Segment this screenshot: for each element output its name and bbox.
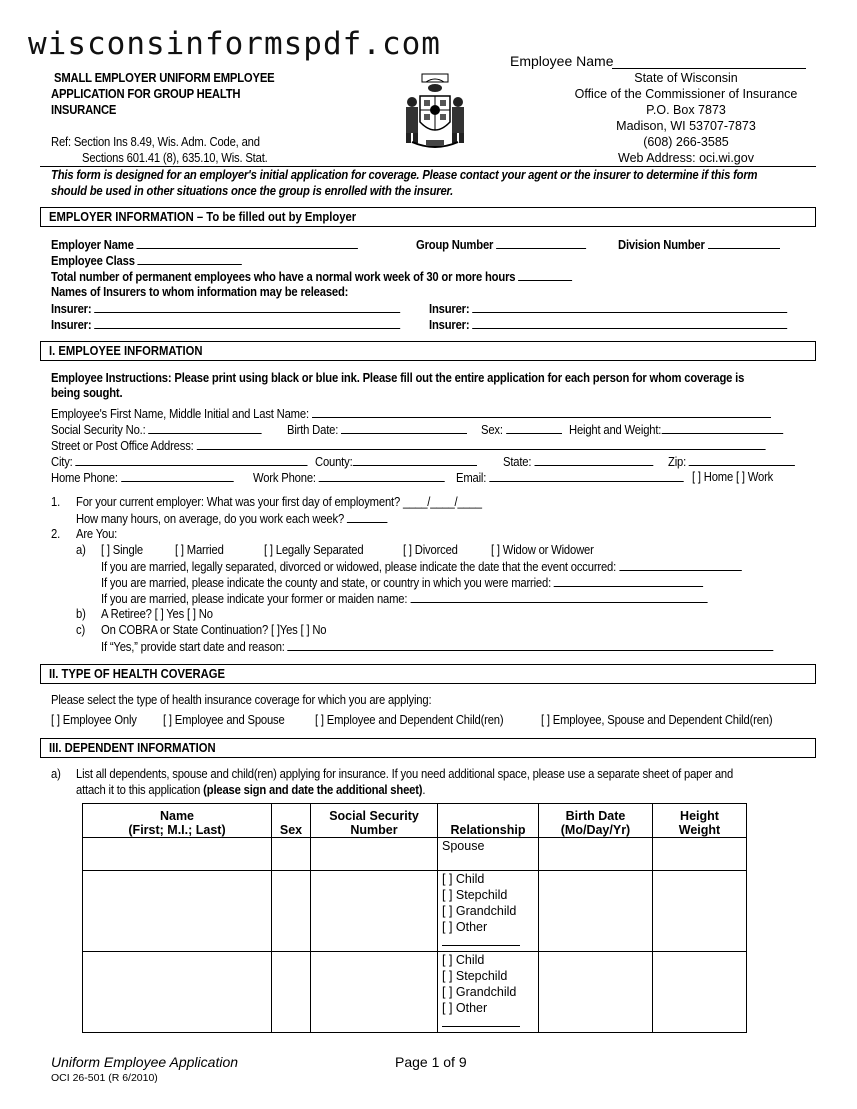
marital-separated-checkbox[interactable]: [ ] Legally Separated bbox=[264, 543, 364, 557]
q1-hours-field[interactable]: How many hours, on average, do you work each week? bbox=[76, 511, 387, 526]
intro-line1: This form is designed for an employer's initial application for coverage. Please contact your agent or the insurer to determine if this form bbox=[51, 168, 758, 182]
table-row bbox=[83, 871, 747, 952]
division-number-field[interactable]: Division Number bbox=[618, 237, 780, 252]
dependent-instructions-line1: List all dependents, spouse and child(ren) applying for insurance. If you need additional space, please use a separate sheet of paper and bbox=[76, 767, 734, 781]
col-ssn-header: Social Security Number bbox=[311, 804, 438, 838]
watermark: wisconsinformspdf.com bbox=[28, 26, 441, 62]
dep-relationship-cell: Spouse bbox=[438, 838, 539, 871]
col-sex-header: Sex bbox=[272, 804, 311, 838]
ref-line1: Ref: Section Ins 8.49, Wis. Adm. Code, and bbox=[51, 135, 260, 149]
q2c-label: c) bbox=[76, 623, 86, 637]
zip-field[interactable]: Zip: bbox=[668, 454, 795, 469]
phone-type-checkboxes[interactable]: [ ] Home [ ] Work bbox=[692, 470, 774, 484]
dep-relationship-cell[interactable]: [ ] Child [ ] Stepchild [ ] Grandchild [ ] Other bbox=[438, 871, 539, 952]
office-pobox: P.O. Box 7873 bbox=[646, 103, 726, 117]
q2-label: Are You: bbox=[76, 527, 118, 541]
marital-single-checkbox[interactable]: [ ] Single bbox=[101, 543, 143, 557]
col-height-weight-header: Height Weight bbox=[653, 804, 747, 838]
dependent-instructions-line2: attach it to this application (please sign and date the additional sheet). bbox=[76, 783, 426, 797]
ref-line2: Sections 601.41 (8), 635.10, Wis. Stat. bbox=[82, 151, 268, 165]
dep-birthdate-cell[interactable] bbox=[539, 838, 653, 871]
office-city: Madison, WI 53707-7873 bbox=[616, 119, 756, 133]
office-phone: (608) 266-3585 bbox=[643, 135, 729, 149]
employee-name-label: Employee Name bbox=[510, 53, 614, 69]
total-employees-field[interactable]: Total number of permanent employees who have a normal work week of 30 or more hours bbox=[51, 269, 572, 284]
home-phone-field[interactable]: Home Phone: bbox=[51, 470, 233, 485]
street-address-field[interactable]: Street or Post Office Address: bbox=[51, 438, 765, 453]
group-number-field[interactable]: Group Number bbox=[416, 237, 586, 252]
coverage-employee-children[interactable]: [ ] Employee and Dependent Child(ren) bbox=[315, 713, 504, 727]
q2-number: 2. bbox=[51, 527, 61, 541]
footer-form-number: OCI 26-501 (R 6/2010) bbox=[51, 1072, 158, 1084]
insurer-field-1[interactable]: Insurer: bbox=[51, 301, 400, 316]
office-name: State of Wisconsin bbox=[634, 71, 738, 85]
dep-sex-cell[interactable] bbox=[272, 871, 311, 952]
q2a-label: a) bbox=[76, 543, 86, 557]
state-field[interactable]: State: bbox=[503, 454, 653, 469]
form-title-line1: SMALL EMPLOYER UNIFORM EMPLOYEE bbox=[54, 71, 275, 85]
dep-ssn-cell[interactable] bbox=[311, 871, 438, 952]
dep-hw-cell[interactable] bbox=[653, 838, 747, 871]
col-name-header: Name (First; M.I.; Last) bbox=[83, 804, 272, 838]
email-field[interactable]: Email: bbox=[456, 470, 684, 485]
employee-instructions-line2: being sought. bbox=[51, 386, 123, 400]
footer-form-name: Uniform Employee Application bbox=[51, 1054, 239, 1070]
col-relationship-header: Relationship bbox=[438, 804, 539, 838]
insurer-field-4[interactable]: Insurer: bbox=[429, 317, 787, 332]
dep-sex-cell[interactable] bbox=[272, 838, 311, 871]
dep-ssn-cell[interactable] bbox=[311, 952, 438, 1033]
cobra-checkboxes[interactable]: On COBRA or State Continuation? [ ]Yes [ ] No bbox=[101, 623, 327, 637]
dep-birthdate-cell[interactable] bbox=[539, 952, 653, 1033]
coverage-employee-only[interactable]: [ ] Employee Only bbox=[51, 713, 137, 727]
sex-field[interactable]: Sex: bbox=[481, 422, 562, 437]
employee-info-section-header: I. EMPLOYEE INFORMATION bbox=[40, 341, 816, 361]
dep-sex-cell[interactable] bbox=[272, 952, 311, 1033]
employer-section-header: EMPLOYER INFORMATION – To be filled out by Employer bbox=[40, 207, 816, 227]
dependent-table bbox=[82, 803, 747, 1033]
marital-divorced-checkbox[interactable]: [ ] Divorced bbox=[403, 543, 458, 557]
footer-page-number: Page 1 of 9 bbox=[395, 1054, 467, 1070]
dep-name-cell[interactable] bbox=[83, 838, 272, 871]
married-date-field[interactable]: If you are married, legally separated, divorced or widowed, please indicate the date that the event occurred: bbox=[101, 559, 741, 574]
employer-name-field[interactable]: Employer Name bbox=[51, 237, 358, 252]
office-dept: Office of the Commissioner of Insurance bbox=[574, 87, 798, 101]
marital-married-checkbox[interactable]: [ ] Married bbox=[175, 543, 224, 557]
dep-name-cell[interactable] bbox=[83, 871, 272, 952]
employee-full-name-field[interactable]: Employee's First Name, Middle Initial and Last Name: bbox=[51, 406, 771, 421]
form-title-line3: INSURANCE bbox=[51, 103, 117, 117]
insurer-field-3[interactable]: Insurer: bbox=[51, 317, 400, 332]
dependent-section-header: III. DEPENDENT INFORMATION bbox=[40, 738, 816, 758]
table-row bbox=[83, 838, 747, 871]
intro-line2: should be used in other situations once the group is enrolled with the insurer. bbox=[51, 184, 454, 198]
dep-birthdate-cell[interactable] bbox=[539, 871, 653, 952]
married-where-field[interactable]: If you are married, please indicate the county and state, or country in which you were married: bbox=[101, 575, 703, 590]
city-field[interactable]: City: bbox=[51, 454, 308, 469]
employee-class-field[interactable]: Employee Class bbox=[51, 253, 242, 268]
insurer-field-2[interactable]: Insurer: bbox=[429, 301, 787, 316]
table-row bbox=[83, 952, 747, 1033]
coverage-prompt: Please select the type of health insurance coverage for which you are applying: bbox=[51, 693, 432, 707]
dep-ssn-cell[interactable] bbox=[311, 838, 438, 871]
q1-employment-date[interactable]: For your current employer: What was your first day of employment? ____/____/____ bbox=[76, 495, 482, 509]
dependent-a-label: a) bbox=[51, 767, 61, 781]
employee-name-line[interactable] bbox=[612, 68, 806, 69]
height-weight-field[interactable]: Height and Weight: bbox=[569, 422, 783, 437]
employee-instructions-line1: Employee Instructions: Please print using black or blue ink. Please fill out the entire application for each person for whom coverage is bbox=[51, 371, 745, 385]
dep-hw-cell[interactable] bbox=[653, 871, 747, 952]
dep-name-cell[interactable] bbox=[83, 952, 272, 1033]
office-web: Web Address: oci.wi.gov bbox=[618, 151, 754, 165]
coverage-section-header: II. TYPE OF HEALTH COVERAGE bbox=[40, 664, 816, 684]
dep-relationship-cell[interactable]: [ ] Child [ ] Stepchild [ ] Grandchild [ ] Other bbox=[438, 952, 539, 1033]
wisconsin-seal-icon bbox=[398, 72, 472, 152]
maiden-name-field[interactable]: If you are married, please indicate your former or maiden name: bbox=[101, 591, 707, 606]
cobra-reason-field[interactable]: If “Yes,” provide start date and reason: bbox=[101, 639, 774, 654]
birth-date-field[interactable]: Birth Date: bbox=[287, 422, 467, 437]
dep-hw-cell[interactable] bbox=[653, 952, 747, 1033]
coverage-family[interactable]: [ ] Employee, Spouse and Dependent Child(ren) bbox=[541, 713, 773, 727]
ssn-field[interactable]: Social Security No.: bbox=[51, 422, 262, 437]
names-insurers-label: Names of Insurers to whom information may be released: bbox=[51, 285, 349, 299]
q2b-label: b) bbox=[76, 607, 86, 621]
work-phone-field[interactable]: Work Phone: bbox=[253, 470, 445, 485]
header-divider bbox=[40, 166, 816, 167]
marital-widow-checkbox[interactable]: [ ] Widow or Widower bbox=[491, 543, 594, 557]
col-birthdate-header: Birth Date (Mo/Day/Yr) bbox=[539, 804, 653, 838]
county-field[interactable]: County: bbox=[315, 454, 477, 469]
retiree-checkboxes[interactable]: A Retiree? [ ] Yes [ ] No bbox=[101, 607, 213, 621]
coverage-employee-spouse[interactable]: [ ] Employee and Spouse bbox=[163, 713, 285, 727]
form-title-line2: APPLICATION FOR GROUP HEALTH bbox=[51, 87, 241, 101]
q1-number: 1. bbox=[51, 495, 61, 509]
